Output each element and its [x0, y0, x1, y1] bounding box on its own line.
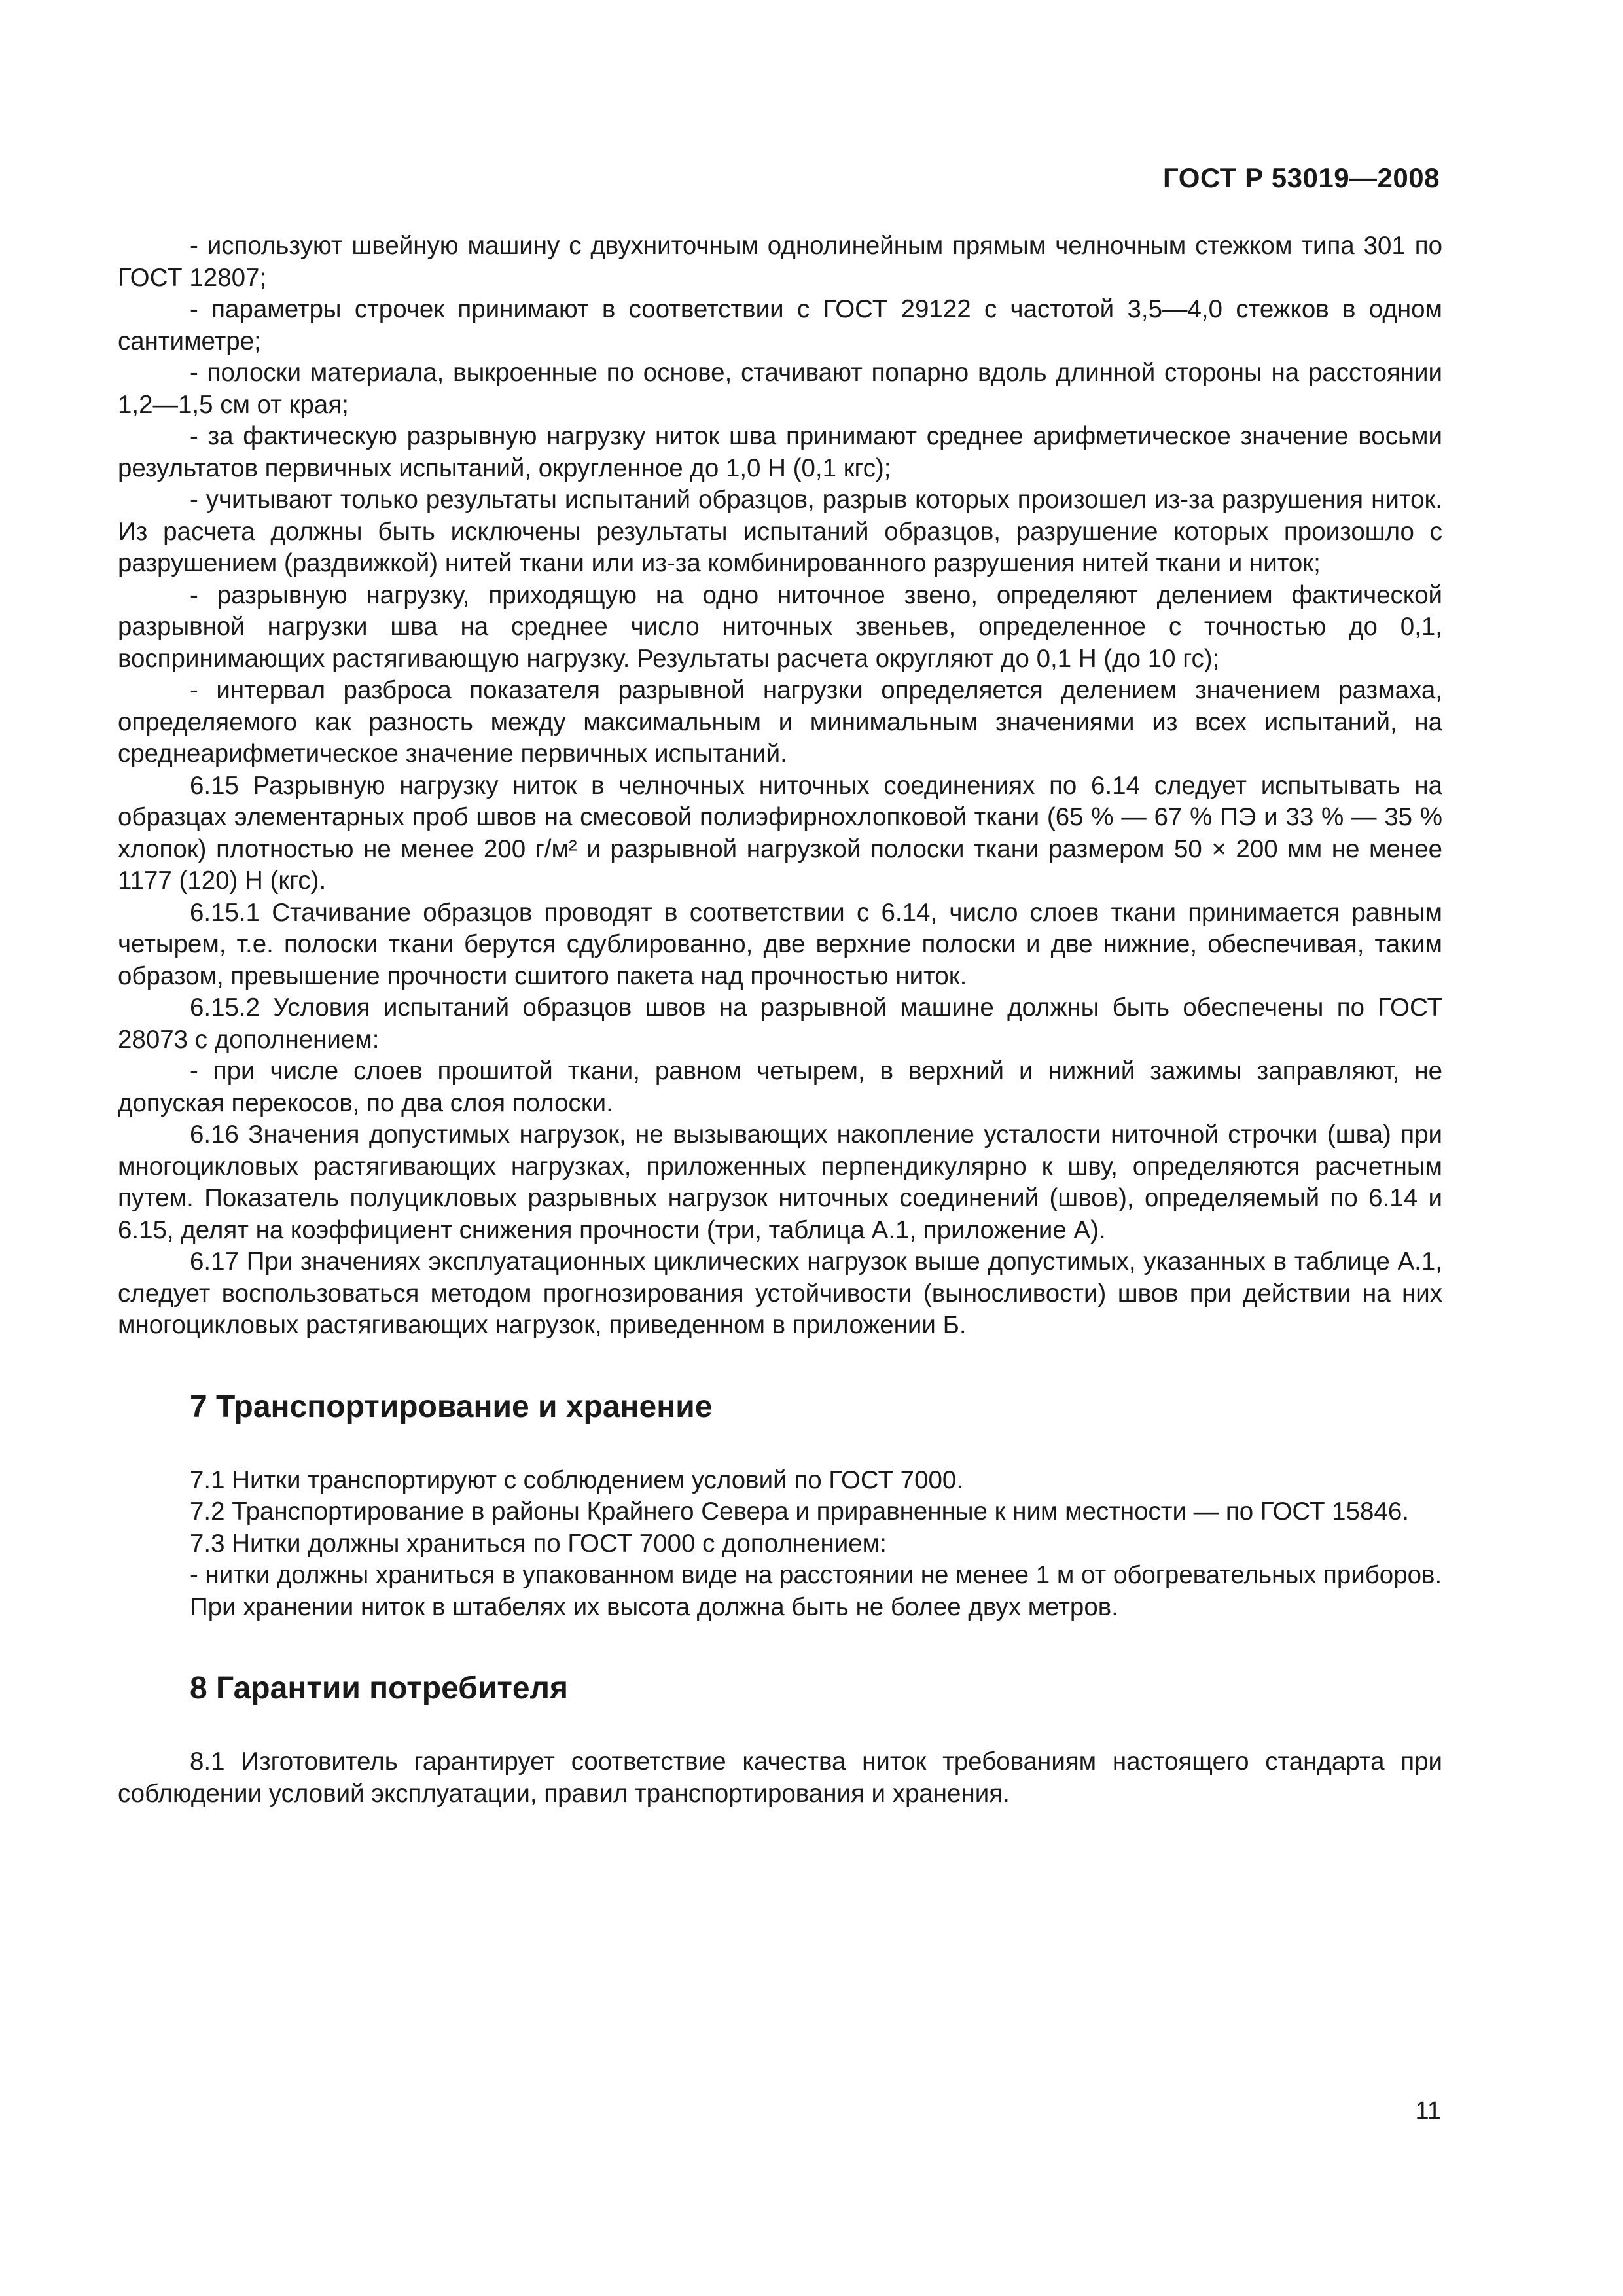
body-paragraph: - учитывают только результаты испытаний образцов, разрыв которых произошел из-за разрушения ниток. Из расчета должны быть исключены результаты испытаний образцов, разрушение которых произошло с разрушением (раздвижкой) нитей ткани или из-за комбинированного разрушения нитей ткани и ниток;: [118, 486, 1442, 577]
body-paragraph: - интервал разброса показателя разрывной нагрузки определяется делением значением размаха, определяемого как разность между максимальным и минимальным значениями из всех испытаний, на среднеарифметическое значение первичных испытаний.: [118, 676, 1442, 768]
body-paragraph: 6.15.1 Стачивание образцов проводят в соответствии с 6.14, число слоев ткани принимается равным четырем, т.е. полоски ткани берутся сдублированно, две верхние полоски и две нижние, обеспечивая, таким образом, превышение прочности сшитого пакета над прочностью ниток.: [118, 898, 1442, 990]
body-paragraph: 6.15.2 Условия испытаний образцов швов на разрывной машине должны быть обеспечены по ГОСТ 28073 с дополнением:: [118, 994, 1442, 1054]
body-paragraph: - нитки должны храниться в упакованном виде на расстоянии не менее 1 м от обогревательных приборов.: [190, 1561, 1442, 1589]
body-paragraph: 6.17 При значениях эксплуатационных циклических нагрузок выше допустимых, указанных в таблице А.1, следует воспользоваться методом прогнозирования устойчивости (выносливости) швов при действии на них многоцикловых растягивающих нагрузок, приведенном в приложении Б.: [118, 1247, 1442, 1339]
document-header-id: ГОСТ Р 53019—2008: [1163, 162, 1440, 193]
body-paragraph: 7.1 Нитки транспортируют с соблюдением условий по ГОСТ 7000.: [190, 1465, 964, 1494]
section-heading: 7 Транспортирование и хранение: [190, 1389, 713, 1424]
body-paragraph: - используют швейную машину с двухниточным однолинейным прямым челночным стежком типа 301 по ГОСТ 12807;: [118, 232, 1442, 292]
body-paragraph: 7.2 Транспортирование в районы Крайнего Севера и приравненные к ним местности — по ГОСТ 15846.: [190, 1498, 1409, 1526]
body-paragraph: При хранении ниток в штабелях их высота должна быть не более двух метров.: [190, 1592, 1118, 1621]
body-paragraph: - за фактическую разрывную нагрузку ниток шва принимают среднее арифметическое значение восьми результатов первичных испытаний, округленное до 1,0 Н (0,1 кгс);: [118, 422, 1442, 482]
page-number: 11: [1415, 2097, 1441, 2125]
body-paragraph: 6.15 Разрывную нагрузку ниток в челночных ниточных соединениях по 6.14 следует испытывать на образцах элементарных проб швов на смесовой полиэфирнохлопковой ткани (65 % — 67 % ПЭ и 33 % — 35 % хлопок) плотностью не менее 200 г/м² и разрывной нагрузкой полоски ткани размером 50 × 200 мм не менее 1177 (120) Н (кгс).: [118, 771, 1442, 895]
body-paragraph: 8.1 Изготовитель гарантирует соответствие качества ниток требованиям настоящего стандарта при соблюдении условий эксплуатации, правил транспортирования и хранения.: [118, 1748, 1442, 1808]
body-paragraph: - при числе слоев прошитой ткани, равном четырем, в верхний и нижний зажимы заправляют, не допуская перекосов, по два слоя полоски.: [118, 1057, 1442, 1117]
body-paragraph: 6.16 Значения допустимых нагрузок, не вызывающих накопление усталости ниточной строчки (шва) при многоцикловых растягивающих нагрузках, приложенных перпендикулярно к шву, определяются расчетным путем. Показатель полуцикловых разрывных нагрузок ниточных соединений (швов), определяемый по 6.14 и 6.15, делят на коэффициент снижения прочности (три, таблица А.1, приложение А).: [118, 1121, 1442, 1244]
document-body: [118, 230, 1442, 1810]
body-paragraph: 7.3 Нитки должны храниться по ГОСТ 7000 с дополнением:: [190, 1529, 887, 1558]
body-paragraph: - параметры строчек принимают в соответствии с ГОСТ 29122 с частотой 3,5—4,0 стежков в одном сантиметре;: [118, 295, 1442, 355]
body-paragraph: - разрывную нагрузку, приходящую на одно ниточное звено, определяют делением фактической разрывной нагрузки шва на среднее число ниточных звеньев, определенное с точностью до 0,1, воспринимающих растягивающую нагрузку. Результаты расчета округляют до 0,1 Н (до 10 гс);: [118, 581, 1442, 673]
section-heading: 8 Гарантии потребителя: [190, 1671, 569, 1706]
body-paragraph: - полоски материала, выкроенные по основе, стачивают попарно вдоль длинной стороны на расстоянии 1,2—1,5 см от края;: [118, 359, 1442, 419]
